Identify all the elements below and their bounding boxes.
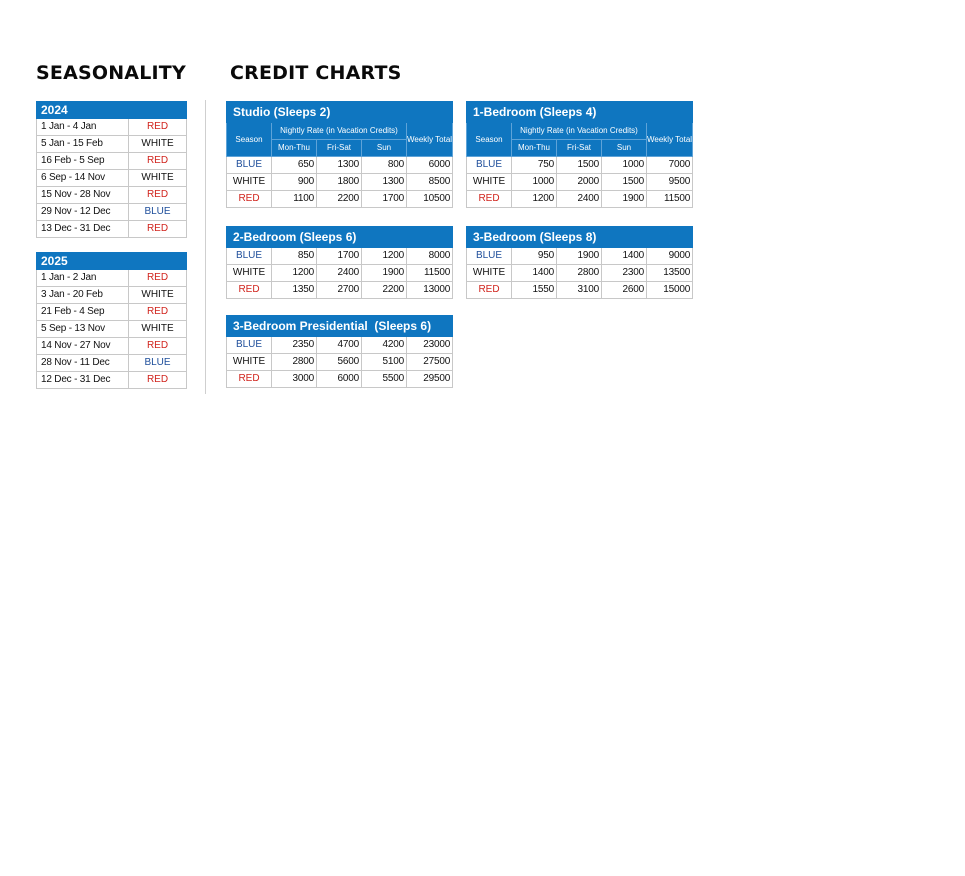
season-tag: RED: [129, 372, 187, 389]
table-row: [467, 174, 693, 191]
weekly-total-header: Weekly Total: [647, 123, 693, 157]
mon-thu-value: 1200: [272, 265, 317, 282]
sun-value: 2300: [602, 265, 647, 282]
table-row: [467, 157, 693, 174]
mon-thu-value: 1200: [512, 191, 557, 208]
season-col-header: Season: [227, 123, 272, 157]
weekly-total-value: 8000: [407, 248, 453, 265]
mon-thu-value: 950: [512, 248, 557, 265]
year-label: 2025: [37, 253, 187, 270]
table-row: [37, 170, 187, 187]
mon-thu-value: 1400: [512, 265, 557, 282]
fri-sat-value: 2000: [557, 174, 602, 191]
fri-sat-value: 5600: [317, 354, 362, 371]
mon-thu-value: 900: [272, 174, 317, 191]
sun-value: 2600: [602, 282, 647, 299]
season-tag: RED: [129, 270, 187, 287]
table-row: [37, 187, 187, 204]
table-row: [227, 191, 453, 208]
sun-value: 1900: [602, 191, 647, 208]
year-label: 2024: [37, 102, 187, 119]
mon-thu-value: 2350: [272, 337, 317, 354]
mon-thu-header: Mon-Thu: [512, 140, 557, 157]
weekly-total-value: 11500: [647, 191, 693, 208]
table-row: [227, 174, 453, 191]
credit-chart-3-bedroom: [466, 226, 693, 299]
mon-thu-value: 1000: [512, 174, 557, 191]
season-tag: RED: [129, 119, 187, 136]
date-range: 6 Sep - 14 Nov: [37, 170, 129, 187]
sun-header: Sun: [602, 140, 647, 157]
chart-title: 3-Bedroom (Sleeps 8): [467, 227, 693, 248]
table-row: [227, 248, 453, 265]
date-range: 28 Nov - 11 Dec: [37, 355, 129, 372]
sun-value: 1200: [362, 248, 407, 265]
season-tag: BLUE: [467, 248, 512, 265]
weekly-total-value: 10500: [407, 191, 453, 208]
table-row: [227, 354, 453, 371]
date-range: 5 Jan - 15 Feb: [37, 136, 129, 153]
date-range: 13 Dec - 31 Dec: [37, 221, 129, 238]
weekly-total-value: 27500: [407, 354, 453, 371]
weekly-total-value: 8500: [407, 174, 453, 191]
fri-sat-header: Fri-Sat: [317, 140, 362, 157]
season-tag: BLUE: [227, 337, 272, 354]
season-tag: BLUE: [227, 157, 272, 174]
seasonality-table-2025: [36, 252, 187, 389]
season-tag: RED: [467, 282, 512, 299]
mon-thu-value: 850: [272, 248, 317, 265]
mon-thu-value: 3000: [272, 371, 317, 388]
fri-sat-value: 2800: [557, 265, 602, 282]
season-tag: WHITE: [129, 321, 187, 338]
fri-sat-value: 2400: [557, 191, 602, 208]
season-tag: RED: [129, 153, 187, 170]
date-range: 3 Jan - 20 Feb: [37, 287, 129, 304]
date-range: 1 Jan - 4 Jan: [37, 119, 129, 136]
table-row: [227, 157, 453, 174]
table-row: [37, 221, 187, 238]
table-row: [37, 204, 187, 221]
table-row: [227, 265, 453, 282]
season-tag: BLUE: [227, 248, 272, 265]
mon-thu-value: 750: [512, 157, 557, 174]
season-tag: WHITE: [129, 170, 187, 187]
season-tag: WHITE: [467, 265, 512, 282]
sun-header: Sun: [362, 140, 407, 157]
table-row: [37, 304, 187, 321]
date-range: 16 Feb - 5 Sep: [37, 153, 129, 170]
weekly-total-header: Weekly Total: [407, 123, 453, 157]
chart-title: 3-Bedroom Presidential (Sleeps 6): [227, 316, 453, 337]
seasonality-heading: SEASONALITY: [36, 62, 186, 84]
table-row: [37, 119, 187, 136]
credit-chart-3-bedroom-presidential: [226, 315, 453, 388]
table-row: [37, 136, 187, 153]
mon-thu-value: 1550: [512, 282, 557, 299]
fri-sat-value: 2200: [317, 191, 362, 208]
table-row: [37, 338, 187, 355]
fri-sat-value: 1900: [557, 248, 602, 265]
season-tag: RED: [129, 304, 187, 321]
date-range: 5 Sep - 13 Nov: [37, 321, 129, 338]
chart-title: Studio (Sleeps 2): [227, 102, 453, 123]
fri-sat-value: 1500: [557, 157, 602, 174]
date-range: 14 Nov - 27 Nov: [37, 338, 129, 355]
season-tag: RED: [467, 191, 512, 208]
mon-thu-value: 2800: [272, 354, 317, 371]
table-row: [37, 355, 187, 372]
date-range: 12 Dec - 31 Dec: [37, 372, 129, 389]
sun-value: 1000: [602, 157, 647, 174]
date-range: 29 Nov - 12 Dec: [37, 204, 129, 221]
table-row: [467, 248, 693, 265]
weekly-total-value: 6000: [407, 157, 453, 174]
weekly-total-value: 23000: [407, 337, 453, 354]
sun-value: 1700: [362, 191, 407, 208]
credit-chart-1-bedroom: [466, 101, 693, 208]
sun-value: 5100: [362, 354, 407, 371]
season-tag: WHITE: [467, 174, 512, 191]
mon-thu-value: 1100: [272, 191, 317, 208]
chart-title: 1-Bedroom (Sleeps 4): [467, 102, 693, 123]
mon-thu-header: Mon-Thu: [272, 140, 317, 157]
fri-sat-value: 1700: [317, 248, 362, 265]
fri-sat-value: 1800: [317, 174, 362, 191]
season-tag: RED: [129, 338, 187, 355]
mon-thu-value: 650: [272, 157, 317, 174]
weekly-total-value: 9500: [647, 174, 693, 191]
fri-sat-value: 4700: [317, 337, 362, 354]
sun-value: 1500: [602, 174, 647, 191]
nightly-rate-header: Nightly Rate (in Vacation Credits): [272, 123, 407, 140]
season-col-header: Season: [467, 123, 512, 157]
fri-sat-value: 6000: [317, 371, 362, 388]
mon-thu-value: 1350: [272, 282, 317, 299]
season-tag: RED: [227, 191, 272, 208]
season-tag: RED: [227, 282, 272, 299]
weekly-total-value: 9000: [647, 248, 693, 265]
table-row: [227, 371, 453, 388]
sun-value: 1400: [602, 248, 647, 265]
section-divider: [205, 100, 206, 394]
season-tag: BLUE: [129, 355, 187, 372]
season-tag: BLUE: [467, 157, 512, 174]
weekly-total-value: 11500: [407, 265, 453, 282]
sun-value: 2200: [362, 282, 407, 299]
table-row: [37, 153, 187, 170]
date-range: 1 Jan - 2 Jan: [37, 270, 129, 287]
sun-value: 4200: [362, 337, 407, 354]
season-tag: WHITE: [227, 354, 272, 371]
credit-charts-heading: CREDIT CHARTS: [230, 62, 402, 84]
sun-value: 5500: [362, 371, 407, 388]
chart-title: 2-Bedroom (Sleeps 6): [227, 227, 453, 248]
table-row: [37, 287, 187, 304]
credit-chart-studio: [226, 101, 453, 208]
fri-sat-header: Fri-Sat: [557, 140, 602, 157]
weekly-total-value: 13500: [647, 265, 693, 282]
credit-chart-2-bedroom: [226, 226, 453, 299]
season-tag: WHITE: [227, 265, 272, 282]
season-tag: RED: [129, 221, 187, 238]
table-row: [37, 321, 187, 338]
table-row: [227, 282, 453, 299]
table-row: [467, 265, 693, 282]
table-row: [37, 372, 187, 389]
season-tag: WHITE: [227, 174, 272, 191]
fri-sat-value: 2700: [317, 282, 362, 299]
weekly-total-value: 13000: [407, 282, 453, 299]
season-tag: WHITE: [129, 136, 187, 153]
sun-value: 800: [362, 157, 407, 174]
fri-sat-value: 3100: [557, 282, 602, 299]
weekly-total-value: 29500: [407, 371, 453, 388]
fri-sat-value: 2400: [317, 265, 362, 282]
sun-value: 1300: [362, 174, 407, 191]
fri-sat-value: 1300: [317, 157, 362, 174]
season-tag: RED: [129, 187, 187, 204]
season-tag: RED: [227, 371, 272, 388]
table-row: [467, 282, 693, 299]
date-range: 15 Nov - 28 Nov: [37, 187, 129, 204]
date-range: 21 Feb - 4 Sep: [37, 304, 129, 321]
nightly-rate-header: Nightly Rate (in Vacation Credits): [512, 123, 647, 140]
table-row: [37, 270, 187, 287]
weekly-total-value: 15000: [647, 282, 693, 299]
table-row: [227, 337, 453, 354]
sun-value: 1900: [362, 265, 407, 282]
season-tag: BLUE: [129, 204, 187, 221]
seasonality-table-2024: [36, 101, 187, 238]
weekly-total-value: 7000: [647, 157, 693, 174]
season-tag: WHITE: [129, 287, 187, 304]
table-row: [467, 191, 693, 208]
